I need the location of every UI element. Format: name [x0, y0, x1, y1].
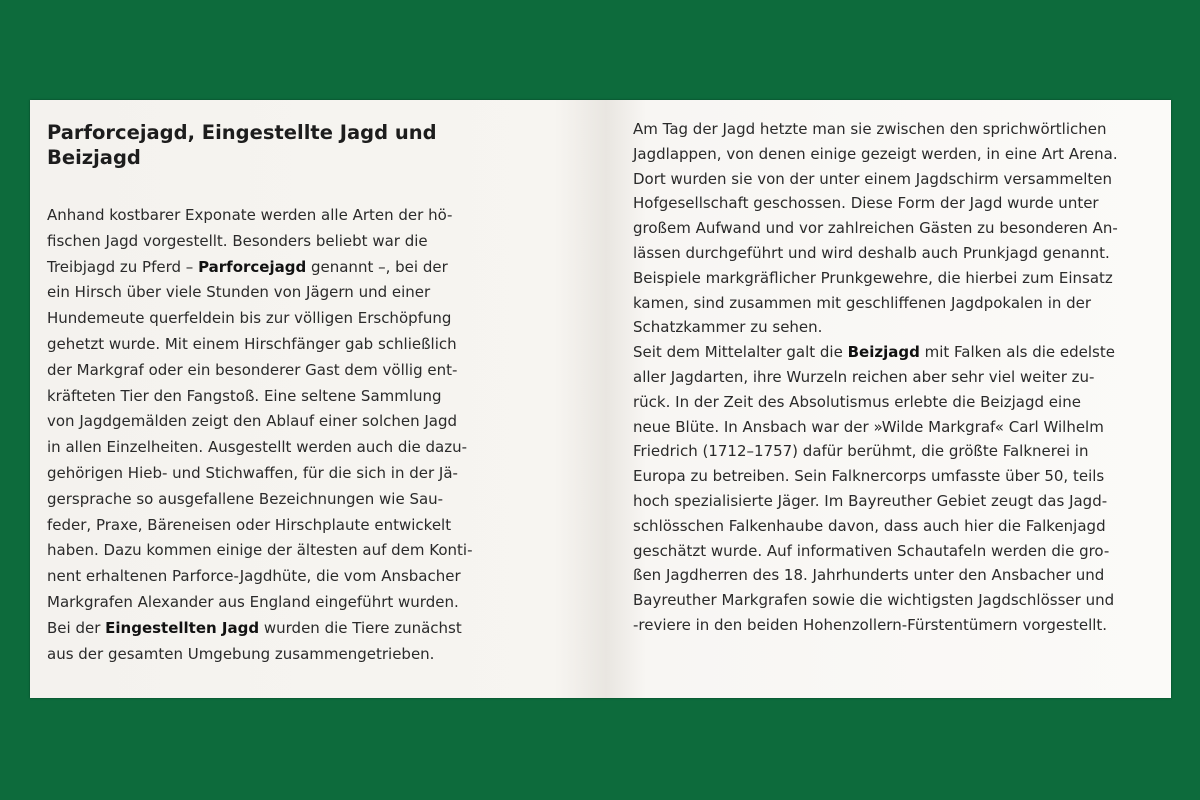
- term-eingestellte-jagd: Eingestellten Jagd: [105, 618, 260, 637]
- right-body-text: [633, 117, 1118, 638]
- text-line: von Jagdgemälden zeigt den Ablauf einer solchen Jagd: [47, 412, 458, 431]
- text-line: Hundemeute querfeldein bis zur völligen Erschöpfung: [47, 309, 452, 328]
- text-line: gehetzt wurde. Mit einem Hirschfänger gab schließlich: [47, 334, 457, 353]
- text-line: haben. Dazu kommen einige der ältesten auf dem Konti-: [47, 541, 473, 560]
- text-line: Jagdlappen, von denen einige gezeigt werden, in eine Art Arena.: [633, 144, 1118, 163]
- text-line: lässen durchgeführt und wird deshalb auch Prunkjagd genannt.: [633, 243, 1110, 262]
- text-line: Dort wurden sie von der unter einem Jagdschirm versammelten: [633, 169, 1113, 188]
- booklet: [30, 100, 1171, 698]
- text-line: geschätzt wurde. Auf informativen Schautafeln werden die gro-: [633, 541, 1110, 560]
- title-line: Beizjagd: [47, 146, 141, 169]
- text-line: ein Hirsch über viele Stunden von Jägern und einer: [47, 283, 431, 302]
- text-line: kräfteten Tier den Fangstoß. Eine seltene Sammlung: [47, 386, 442, 405]
- text-line: Markgrafen Alexander aus England eingeführt wurden.: [47, 592, 459, 611]
- text-line: rück. In der Zeit des Absolutismus erlebte die Beizjagd eine: [633, 392, 1081, 411]
- term-beizjagd: Beizjagd: [847, 343, 920, 362]
- text-line: ßen Jagdherren des 18. Jahrhunderts unter den Ansbacher und: [633, 566, 1105, 585]
- text-line: Treibjagd zu Pferd – Parforcejagd genannt –, bei der: [47, 257, 448, 276]
- text-line: Anhand kostbarer Exponate werden alle Arten der hö-: [47, 206, 453, 224]
- text-line: gersprache so ausgefallene Bezeichnungen wie Sau-: [47, 489, 444, 508]
- text-line: Europa zu betreiben. Sein Falknercorps umfasste über 50, teils: [633, 467, 1105, 486]
- text-line: gehörigen Hieb- und Stichwaffen, für die sich in der Jä-: [47, 463, 458, 482]
- text-line: kamen, sind zusammen mit geschliffenen Jagdpokalen in der: [633, 293, 1092, 312]
- text-line: fischen Jagd vorgestellt. Besonders beliebt war die: [47, 231, 428, 250]
- text-line: aller Jagdarten, ihre Wurzeln reichen aber sehr viel weiter zu-: [633, 367, 1095, 386]
- section-title: [47, 120, 517, 170]
- text-line: Beispiele markgräflicher Prunkgewehre, die hierbei zum Einsatz: [633, 268, 1113, 287]
- text-line: neue Blüte. In Ansbach war der »Wilde Markgraf« Carl Wilhelm: [633, 417, 1104, 436]
- text-line: Bei der Eingestellten Jagd wurden die Tiere zunächst: [47, 618, 462, 637]
- text-line: Hofgesellschaft geschossen. Diese Form der Jagd wurde unter: [633, 194, 1099, 213]
- text-line: nent erhaltenen Parforce-Jagdhüte, die vom Ansbacher: [47, 567, 461, 586]
- text-line: -reviere in den beiden Hohenzollern-Fürstentümern vorgestellt.: [633, 615, 1108, 634]
- text-line: in allen Einzelheiten. Ausgestellt werden auch die dazu-: [47, 438, 468, 457]
- text-line: schlösschen Falkenhaube davon, dass auch hier die Falkenjagd: [633, 516, 1106, 535]
- text-line: Schatzkammer zu sehen.: [633, 318, 823, 337]
- text-line: feder, Praxe, Bäreneisen oder Hirschplaute entwickelt: [47, 515, 452, 534]
- text-line: aus der gesamten Umgebung zusammengetrieben.: [47, 644, 435, 663]
- title-line: Parforcejagd, Eingestellte Jagd und: [47, 121, 437, 144]
- text-line: Friedrich (1712–1757) dafür berühmt, die größte Falknerei in: [633, 442, 1089, 461]
- text-line: hoch spezialisierte Jäger. Im Bayreuther Gebiet zeugt das Jagd-: [633, 491, 1108, 510]
- left-body-text: [47, 203, 473, 667]
- term-parforcejagd: Parforcejagd: [198, 257, 307, 276]
- text-line: der Markgraf oder ein besonderer Gast dem völlig ent-: [47, 360, 458, 379]
- text-line: Am Tag der Jagd hetzte man sie zwischen den sprichwörtlichen: [633, 120, 1107, 138]
- text-line: großem Aufwand und vor zahlreichen Gästen zu besonderen An-: [633, 219, 1118, 238]
- text-line: Bayreuther Markgrafen sowie die wichtigsten Jagdschlösser und: [633, 591, 1115, 610]
- text-line: Seit dem Mittelalter galt die Beizjagd mit Falken als die edelste: [633, 343, 1115, 362]
